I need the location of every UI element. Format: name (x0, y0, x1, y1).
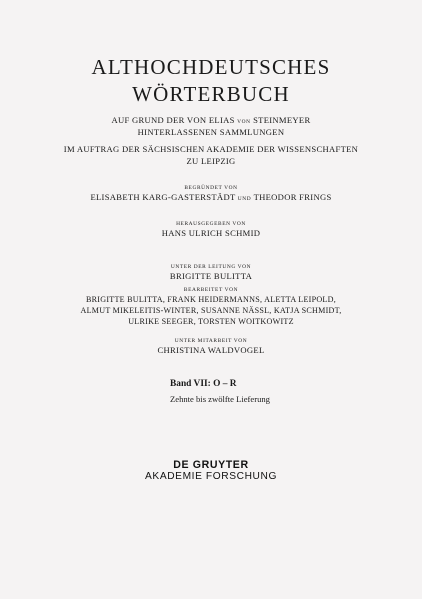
editor-name: HANS ULRICH SCHMID (161, 228, 261, 238)
founders-names (0, 192, 422, 204)
book-title-second-line (0, 84, 422, 105)
publisher-name: DE GRUYTER (173, 459, 249, 471)
editor-section (0, 221, 422, 240)
volume-number: Band VII: O – R (170, 379, 237, 389)
basis-line-1-von: VON (237, 119, 251, 125)
basis-line-2: HINTERLASSENEN SAMMLUNGEN (137, 126, 285, 137)
publisher-logo (0, 459, 422, 483)
direction-section (0, 264, 422, 283)
basis-line-1-c: STEINMEYER (250, 115, 311, 125)
edited-line-3: ULRIKE SEEGER, TORSTEN WOITKOWITZ (128, 317, 294, 327)
title-line-1: ALTHOCHDEUTSCHES (91, 55, 331, 79)
assistance-label: UNTER MITARBEIT VON (174, 338, 248, 344)
edited-section (0, 287, 422, 328)
founders-label: BEGRÜNDET VON (184, 185, 238, 191)
edited-label: BEARBEITET VON (183, 287, 239, 293)
founders-section (0, 185, 422, 204)
assistance-name: CHRISTINA WALDVOGEL (157, 345, 265, 355)
edited-line-1: BRIGITTE BULITTA, FRANK HEIDERMANNS, ALETTA LEIPOLD, (85, 295, 336, 304)
founders-name-1: ELISABETH KARG-GASTERSTÄDT (90, 192, 238, 202)
title-line-2: WÖRTERBUCH (132, 82, 290, 106)
basis-statement (0, 115, 422, 138)
direction-name: BRIGITTE BULITTA (169, 271, 253, 281)
editor-label: HERAUSGEGEBEN VON (176, 221, 246, 227)
edited-line-2: ALMUT MIKELEITIS-WINTER, SUSANNE NÄSSL, KATJA SCHMIDT, (80, 306, 342, 316)
volume-installment: Zehnte bis zwölfte Lieferung (170, 394, 270, 404)
commission-line-1: IM AUFTRAG DER SÄCHSISCHEN AKADEMIE DER WISSENSCHAFTEN (63, 144, 359, 154)
founders-und: UND (237, 196, 252, 202)
commission-statement (0, 144, 422, 167)
commission-line-2: ZU LEIPZIG (186, 155, 236, 166)
basis-line-1 (0, 115, 422, 127)
book-title (0, 57, 422, 78)
founders-name-2: THEODOR FRINGS (251, 192, 332, 202)
direction-label: UNTER DER LEITUNG VON (170, 264, 252, 270)
publisher-series: AKADEMIE FORSCHUNG (145, 471, 277, 482)
basis-line-1-a: AUF GRUND DER VON ELIAS (111, 115, 238, 125)
assistance-section (0, 338, 422, 357)
